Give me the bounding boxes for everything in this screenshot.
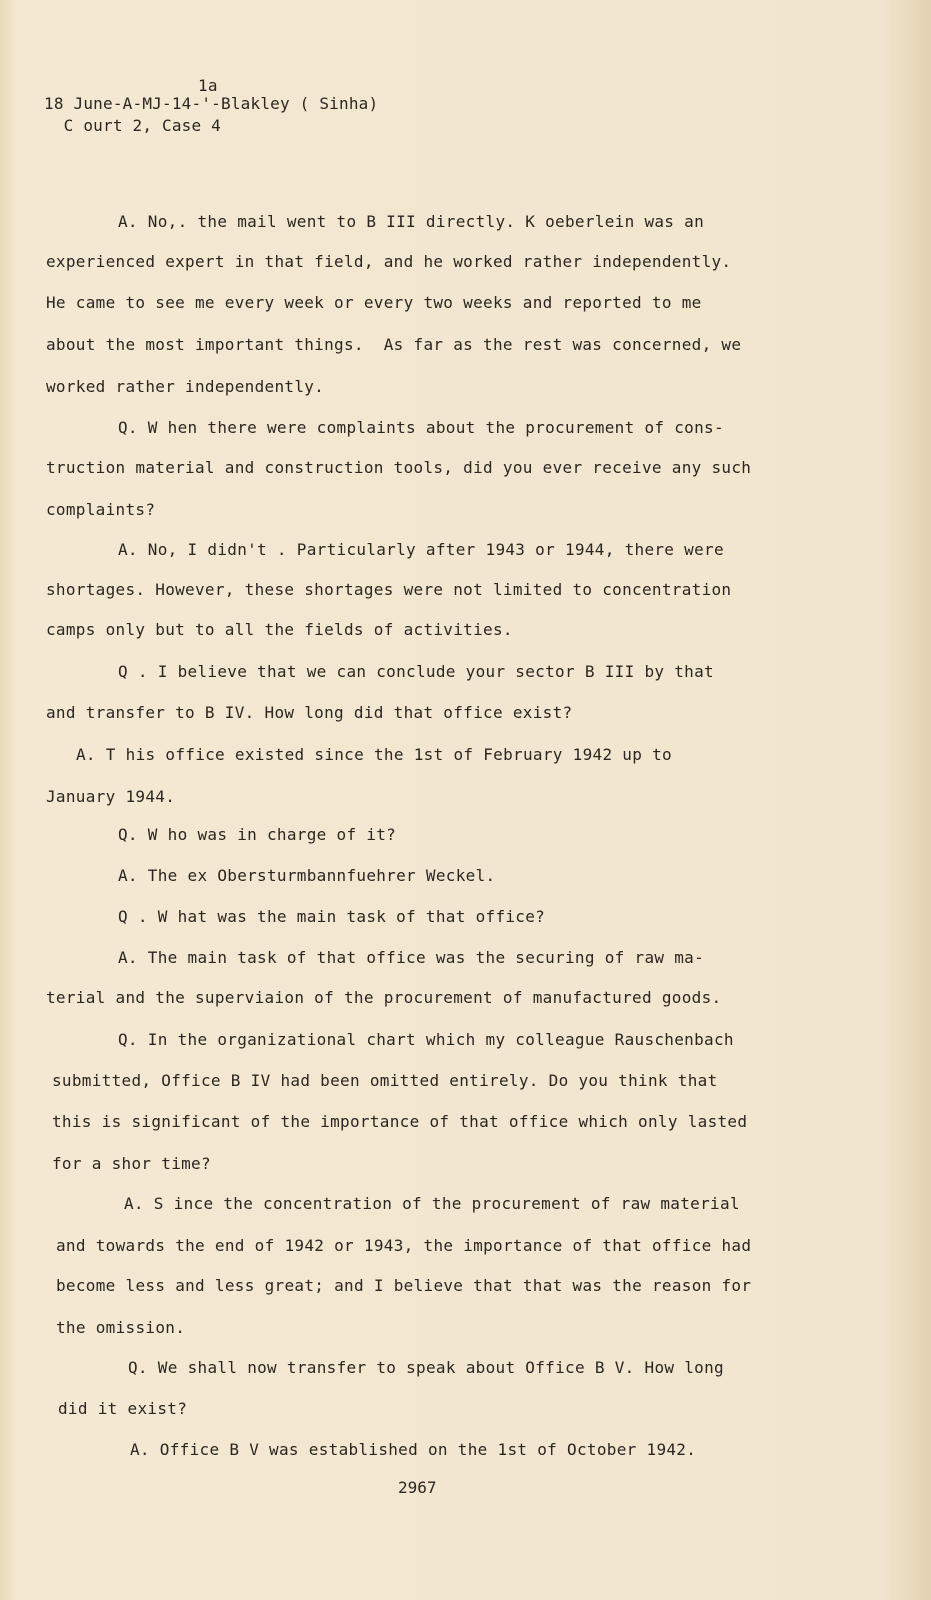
body-line: submitted, Office B IV had been omitted entirely. Do you think that <box>52 1071 718 1090</box>
body-line: terial and the superviaion of the procurement of manufactured goods. <box>46 988 722 1007</box>
body-line: for a shor time? <box>52 1154 211 1173</box>
header-line-2: C ourt 2, Case 4 <box>44 116 221 135</box>
body-line: January 1944. <box>46 787 176 806</box>
body-line: Q. W ho was in charge of it? <box>118 825 397 844</box>
body-line: and towards the end of 1942 or 1943, the importance of that office had <box>56 1236 752 1255</box>
body-line: A. S ince the concentration of the procurement of raw material <box>124 1194 740 1213</box>
body-line: A. T his office existed since the 1st of February 1942 up to <box>76 745 672 764</box>
body-line: camps only but to all the fields of activities. <box>46 620 513 639</box>
page-number: 2967 <box>398 1478 437 1497</box>
body-line: the omission. <box>56 1318 186 1337</box>
body-line: Q. We shall now transfer to speak about Office B V. How long <box>128 1358 724 1377</box>
body-line: Q. In the organizational chart which my colleague Rauschenbach <box>118 1030 734 1049</box>
body-line: about the most important things. As far as the rest was concerned, we <box>46 335 742 354</box>
body-line: shortages. However, these shortages were not limited to concentration <box>46 580 732 599</box>
body-line: A. No, I didn't . Particularly after 1943 or 1944, there were <box>118 540 724 559</box>
body-line: this is significant of the importance of that office which only lasted <box>52 1112 748 1131</box>
body-line: worked rather independently. <box>46 377 325 396</box>
body-line: complaints? <box>46 500 156 519</box>
body-line: A. The ex Obersturmbannfuehrer Weckel. <box>118 866 496 885</box>
page-reference: 1a <box>198 76 218 95</box>
header-line-1: 18 June-A-MJ-14-'-Blakley ( Sinha) <box>44 94 379 113</box>
body-line: He came to see me every week or every two weeks and reported to me <box>46 293 702 312</box>
body-line: become less and less great; and I believe that that was the reason for <box>56 1276 752 1295</box>
body-line: A. Office B V was established on the 1st of October 1942. <box>130 1440 697 1459</box>
body-line: truction material and construction tools, did you ever receive any such <box>46 458 752 477</box>
body-line: did it exist? <box>58 1399 188 1418</box>
body-line: Q. W hen there were complaints about the procurement of cons- <box>118 418 724 437</box>
body-line: A. No,. the mail went to B III directly. K oeberlein was an <box>118 212 705 231</box>
body-line: experienced expert in that field, and he worked rather independently. <box>46 252 732 271</box>
body-line: A. The main task of that office was the securing of raw ma- <box>118 948 705 967</box>
body-line: Q . W hat was the main task of that office? <box>118 907 546 926</box>
body-line: Q . I believe that we can conclude your sector B III by that <box>118 662 714 681</box>
body-line: and transfer to B IV. How long did that office exist? <box>46 703 573 722</box>
